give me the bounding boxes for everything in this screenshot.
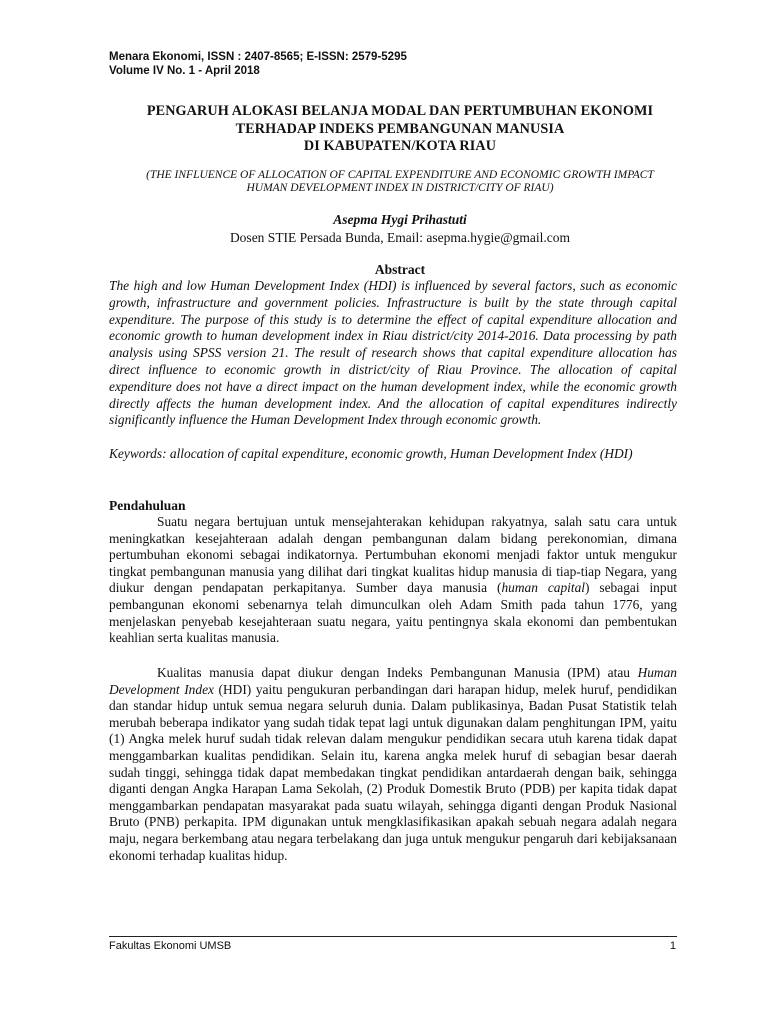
- abstract-body: The high and low Human Development Index (HDI) is influenced by several factors, such as economic growth, infrastructure and government policies. Infrastructure is built by the state through capital expenditure. The purpose of this study is to determine the effect of capital expenditure allocation and economic growth to human development index in Riau district/city 2014-2016. Data processing by path analysis using SPSS version 21. The result of research shows that capital expenditure allocation has direct influence to economic growth in district/city of Riau Province. The allocation of capital expenditure does not have a direct impact on the human development index, while the economic growth directly affects the human development index. And the allocation of capital expenditures indirectly significantly influence the Human Development Index through economic growth.: [109, 278, 677, 428]
- intro-p2-text-b: (HDI) yaitu pengukuran perbandingan dari harapan hidup, melek huruf, pendidikan dan standar hidup untuk semua negara seluruh dunia. Dalam publikasinya, Badan Pusat Statistik telah merubah beberapa indikator yang sudah tidak tepat lagi untuk digunakan dalam penghitungan IPM, yaitu (1) Angka melek huruf sudah tidak relevan dalam mengukur pendidikan secara utuh karena tidak dapat menggambarkan kualitas pendidikan. Selain itu, karena angka melek huruf di sebagian besar daerah sudah tinggi, sehingga tidak dapat membedakan tingkat pendidikan antardaerah dengan baik, sehingga diganti dengan Angka Harapan Lama Sekolah, (2) Produk Domestik Bruto (PDB) per kapita tidak dapat menggambarkan pendapatan masyarakat pada suatu wilayah, sehingga diganti dengan Produk Nasional Bruto (PNB) perkapita. IPM digunakan untuk mengklasifikasikan apakah sebuah negara adalah negara maju, negara berkembang atau negara terbelakang dan juga untuk mengukur pengaruh dari kebijaksanaan ekonomi terhadap kualitas hidup.: [109, 681, 677, 863]
- abstract-keywords: Keywords: allocation of capital expenditure, economic growth, Human Development Index (HDI): [109, 446, 633, 461]
- paper-title-line-2: TERHADAP INDEKS PEMBANGUNAN MANUSIA: [235, 120, 565, 137]
- author-name: Asepma Hygi Prihastuti: [333, 212, 467, 227]
- journal-issn-line: Menara Ekonomi, ISSN : 2407-8565; E-ISSN: 2579-5295: [109, 51, 407, 63]
- intro-p1-text-a: Suatu negara bertujuan untuk mensejahterakan kehidupan rakyatnya, salah satu cara untuk meningkatkan kesejahteraan adalah dengan pembangunan dalam bidang perekonomian, dimana pertumbuhan ekonomi sebagai indikatornya. Pertumbuhan ekonomi menjadi faktor untuk mengukur tingkat pembangunan manusia yang dilihat dari tingkat kualitas hidup manusia di tiap-tiap Negara, yang diukur dengan pendapatan perkapitanya. Sumber daya manusia (: [109, 514, 677, 596]
- intro-p2-text-a: Kualitas manusia dapat diukur dengan Indeks Pembangunan Manusia (IPM) atau: [157, 665, 638, 680]
- english-title-line-2: HUMAN DEVELOPMENT INDEX IN DISTRICT/CITY OF RIAU): [246, 182, 554, 194]
- footer-faculty: Fakultas Ekonomi UMSB: [109, 940, 232, 952]
- author-affiliation: Dosen STIE Persada Bunda, Email: asepma.hygie@gmail.com: [229, 230, 571, 245]
- intro-paragraph-1: [109, 514, 677, 647]
- paper-english-title: [100, 169, 700, 195]
- footer-divider: [109, 936, 677, 937]
- intro-p2-emphasis: Human Development Index: [109, 665, 677, 697]
- paper-title-line-1: PENGARUH ALOKASI BELANJA MODAL DAN PERTUMBUHAN EKONOMI: [146, 103, 654, 119]
- section-heading-introduction: Pendahuluan: [109, 498, 186, 513]
- intro-p1-emphasis: human capital: [501, 580, 586, 596]
- paper-title: [100, 103, 700, 156]
- english-title-line-1: (THE INFLUENCE OF ALLOCATION OF CAPITAL EXPENDITURE AND ECONOMIC GROWTH IMPACT: [146, 169, 654, 181]
- intro-paragraph-2: [109, 665, 677, 864]
- journal-header: [109, 50, 407, 78]
- journal-volume-line: Volume IV No. 1 - April 2018: [109, 65, 260, 77]
- intro-p1-text-b: ) sebagai input pembangunan ekonomi sebenarnya telah dimunculkan oleh Adam Smith pada tahun 1776, yang menjelaskan penyebab kesejahteraan suatu negara, yaitu pentingnya skala ekonomi dan pembentukan keahlian serta kualitas manusia.: [109, 580, 677, 646]
- paper-title-line-3: DI KABUPATEN/KOTA RIAU: [303, 138, 497, 154]
- abstract-heading: Abstract: [374, 262, 426, 277]
- footer-page-number: 1: [669, 940, 676, 952]
